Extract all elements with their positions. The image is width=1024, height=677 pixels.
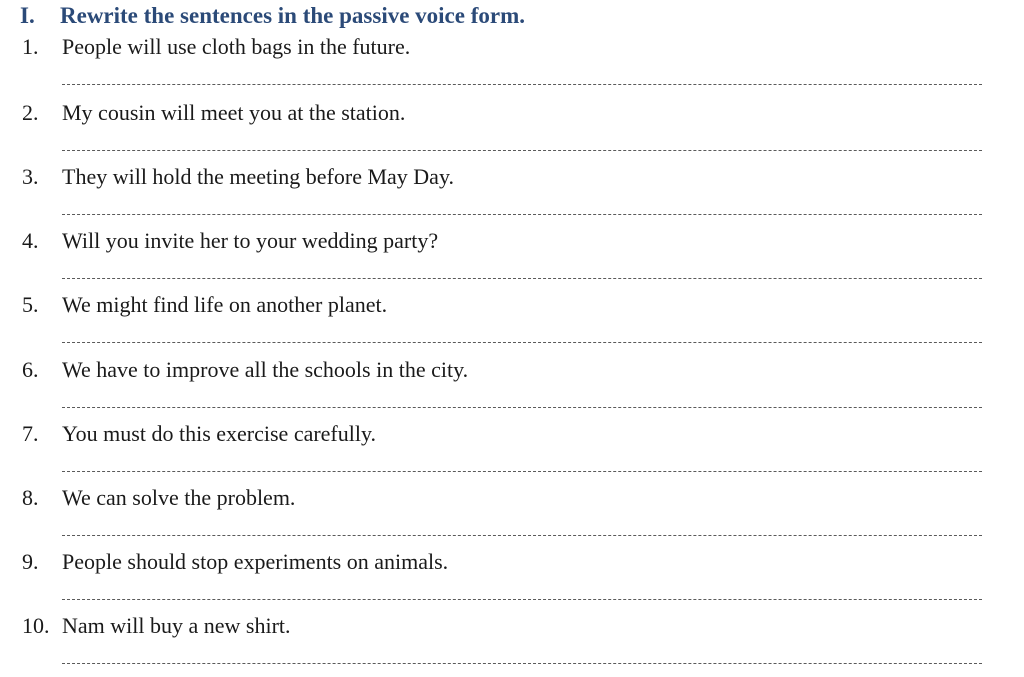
item-number: 1. — [22, 34, 39, 59]
exercise-item — [22, 292, 982, 356]
answer-line[interactable] — [62, 342, 982, 343]
section-heading — [20, 3, 525, 29]
item-sentence: Nam will buy a new shirt. — [62, 613, 291, 638]
item-sentence: People will use cloth bags in the future. — [62, 34, 411, 59]
exercise-item — [22, 357, 982, 421]
exercise-item — [22, 164, 982, 228]
exercise-item — [22, 100, 982, 164]
section-instruction: Rewrite the sentences in the passive voice form. — [60, 3, 525, 28]
item-sentence: People should stop experiments on animals. — [62, 549, 449, 574]
answer-line[interactable] — [62, 278, 982, 279]
item-number: 6. — [22, 357, 39, 382]
exercise-item — [22, 34, 982, 98]
answer-line[interactable] — [62, 599, 982, 600]
answer-line[interactable] — [62, 150, 982, 151]
item-sentence: We might find life on another planet. — [62, 292, 388, 317]
item-number: 2. — [22, 100, 39, 125]
answer-line[interactable] — [62, 663, 982, 664]
answer-line[interactable] — [62, 471, 982, 472]
item-number: 5. — [22, 292, 39, 317]
item-number: 7. — [22, 421, 39, 446]
item-sentence: We have to improve all the schools in the city. — [62, 357, 469, 382]
item-sentence: They will hold the meeting before May Day. — [62, 164, 455, 189]
answer-line[interactable] — [62, 84, 982, 85]
exercise-item — [22, 613, 982, 677]
item-sentence: You must do this exercise carefully. — [62, 421, 377, 446]
item-sentence: We can solve the problem. — [62, 485, 296, 510]
item-sentence: My cousin will meet you at the station. — [62, 100, 406, 125]
item-number: 4. — [22, 228, 39, 253]
item-sentence: Will you invite her to your wedding party? — [62, 228, 439, 253]
item-number: 10. — [22, 613, 50, 638]
exercise-item — [22, 549, 982, 613]
section-number: I. — [20, 3, 35, 28]
exercise-item — [22, 421, 982, 485]
item-number: 9. — [22, 549, 39, 574]
answer-line[interactable] — [62, 407, 982, 408]
answer-line[interactable] — [62, 214, 982, 215]
item-number: 3. — [22, 164, 39, 189]
item-number: 8. — [22, 485, 39, 510]
answer-line[interactable] — [62, 535, 982, 536]
exercise-item — [22, 228, 982, 292]
exercise-item — [22, 485, 982, 549]
